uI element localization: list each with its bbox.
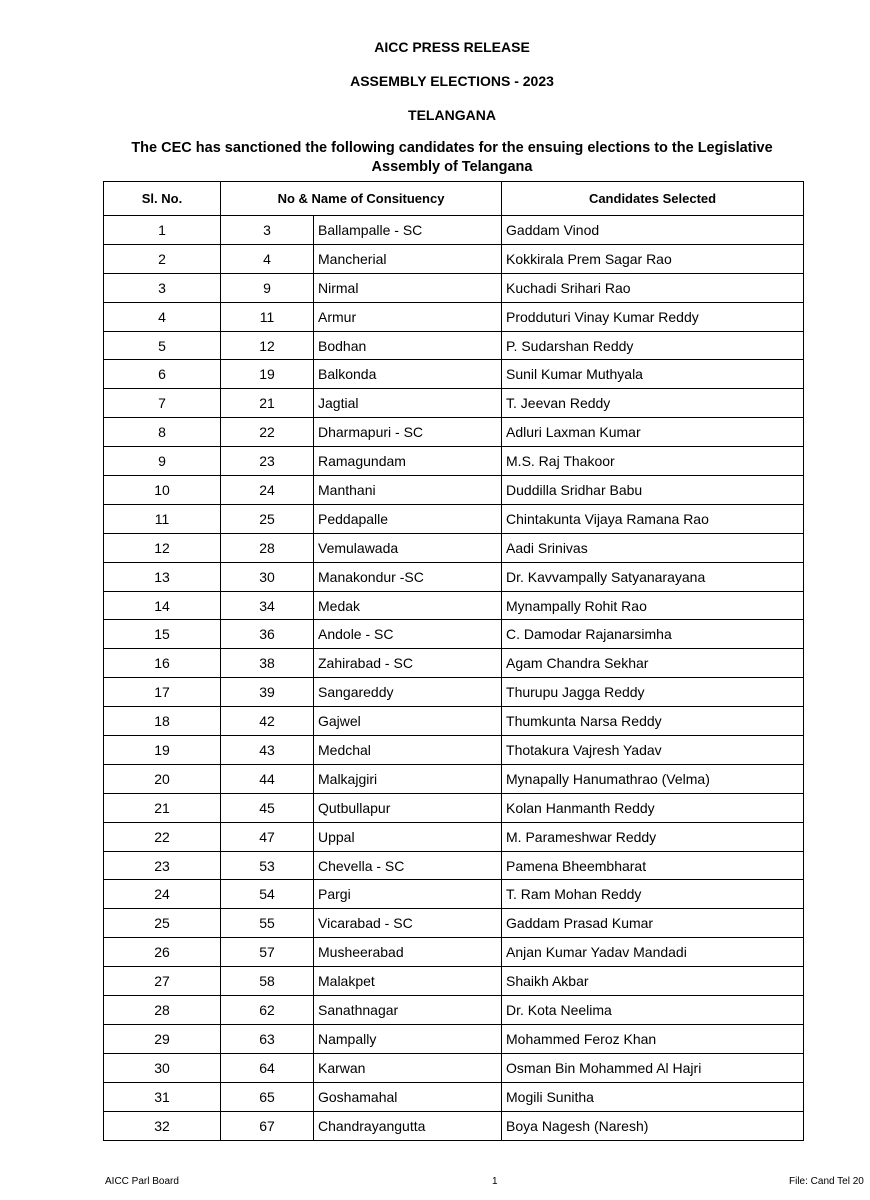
cell-constituency-no: 67 <box>221 1111 314 1140</box>
table-row <box>104 1053 804 1082</box>
cell-constituency-name: Vicarabad - SC <box>314 909 502 938</box>
cell-candidate: M.S. Raj Thakoor <box>502 447 804 476</box>
cell-constituency-no: 43 <box>221 736 314 765</box>
cell-sl-no: 17 <box>104 678 221 707</box>
cell-constituency-name: Malkajgiri <box>314 764 502 793</box>
cell-constituency-no: 34 <box>221 591 314 620</box>
cell-constituency-no: 55 <box>221 909 314 938</box>
cell-constituency-no: 21 <box>221 389 314 418</box>
table-row <box>104 562 804 591</box>
cell-constituency-name: Chandrayangutta <box>314 1111 502 1140</box>
table-row <box>104 678 804 707</box>
cell-constituency-name: Qutbullapur <box>314 793 502 822</box>
cell-sl-no: 12 <box>104 533 221 562</box>
cell-constituency-name: Andole - SC <box>314 620 502 649</box>
cell-candidate: Thumkunta Narsa Reddy <box>502 707 804 736</box>
table-row <box>104 1024 804 1053</box>
cell-constituency-name: Bodhan <box>314 331 502 360</box>
cell-candidate: Mynampally Rohit Rao <box>502 591 804 620</box>
cell-constituency-no: 38 <box>221 649 314 678</box>
table-row <box>104 620 804 649</box>
cell-sl-no: 16 <box>104 649 221 678</box>
table-row <box>104 476 804 505</box>
table-row <box>104 736 804 765</box>
cell-candidate: Kokkirala Prem Sagar Rao <box>502 244 804 273</box>
table-row <box>104 244 804 273</box>
cell-sl-no: 14 <box>104 591 221 620</box>
cell-constituency-name: Manakondur -SC <box>314 562 502 591</box>
cell-sl-no: 27 <box>104 967 221 996</box>
cell-constituency-no: 54 <box>221 880 314 909</box>
cell-constituency-name: Goshamahal <box>314 1082 502 1111</box>
cell-constituency-no: 63 <box>221 1024 314 1053</box>
cell-sl-no: 7 <box>104 389 221 418</box>
cell-candidate: Duddilla Sridhar Babu <box>502 476 804 505</box>
cell-sl-no: 15 <box>104 620 221 649</box>
table-row <box>104 764 804 793</box>
cell-constituency-name: Gajwel <box>314 707 502 736</box>
cell-constituency-name: Manthani <box>314 476 502 505</box>
table-row <box>104 360 804 389</box>
cell-candidate: Gaddam Prasad Kumar <box>502 909 804 938</box>
cell-constituency-name: Dharmapuri - SC <box>314 418 502 447</box>
page-number: 1 <box>492 1176 498 1187</box>
cell-candidate: Sunil Kumar Muthyala <box>502 360 804 389</box>
cell-sl-no: 13 <box>104 562 221 591</box>
table-row <box>104 273 804 302</box>
cell-constituency-no: 4 <box>221 244 314 273</box>
cell-candidate: Gaddam Vinod <box>502 216 804 245</box>
table-row <box>104 649 804 678</box>
header-sl-no: Sl. No. <box>104 182 221 216</box>
press-release-title: AICC PRESS RELEASE <box>374 39 530 55</box>
cell-candidate: C. Damodar Rajanarsimha <box>502 620 804 649</box>
cell-constituency-name: Chevella - SC <box>314 851 502 880</box>
cell-sl-no: 10 <box>104 476 221 505</box>
footer-file: File: Cand Tel 20 <box>789 1176 864 1187</box>
cell-sl-no: 24 <box>104 880 221 909</box>
table-row <box>104 822 804 851</box>
cell-constituency-no: 42 <box>221 707 314 736</box>
footer-left: AICC Parl Board <box>105 1176 179 1187</box>
cell-sl-no: 32 <box>104 1111 221 1140</box>
table-row <box>104 389 804 418</box>
cell-sl-no: 5 <box>104 331 221 360</box>
candidates-table <box>103 181 804 1141</box>
table-row <box>104 331 804 360</box>
table-header-row <box>104 182 804 216</box>
cell-sl-no: 20 <box>104 764 221 793</box>
cell-sl-no: 4 <box>104 302 221 331</box>
cell-candidate: Mynapally Hanumathrao (Velma) <box>502 764 804 793</box>
cell-candidate: Thotakura Vajresh Yadav <box>502 736 804 765</box>
cell-constituency-name: Karwan <box>314 1053 502 1082</box>
table-row <box>104 591 804 620</box>
cell-candidate: Dr. Kota Neelima <box>502 996 804 1025</box>
cell-constituency-no: 11 <box>221 302 314 331</box>
cell-constituency-name: Nirmal <box>314 273 502 302</box>
cell-constituency-no: 25 <box>221 504 314 533</box>
cell-candidate: M. Parameshwar Reddy <box>502 822 804 851</box>
cell-constituency-no: 36 <box>221 620 314 649</box>
cell-constituency-no: 62 <box>221 996 314 1025</box>
cell-candidate: Adluri Laxman Kumar <box>502 418 804 447</box>
cell-constituency-name: Malakpet <box>314 967 502 996</box>
table-row <box>104 909 804 938</box>
cell-constituency-name: Pargi <box>314 880 502 909</box>
header-candidate: Candidates Selected <box>502 182 804 216</box>
cell-sl-no: 31 <box>104 1082 221 1111</box>
cell-candidate: Mohammed Feroz Khan <box>502 1024 804 1053</box>
cell-candidate: Agam Chandra Sekhar <box>502 649 804 678</box>
table-row <box>104 967 804 996</box>
cell-sl-no: 11 <box>104 504 221 533</box>
cell-constituency-no: 19 <box>221 360 314 389</box>
cell-constituency-no: 30 <box>221 562 314 591</box>
cell-constituency-name: Sanathnagar <box>314 996 502 1025</box>
header-constituency: No & Name of Consituency <box>221 182 502 216</box>
table-body <box>104 216 804 1141</box>
cell-sl-no: 21 <box>104 793 221 822</box>
table-row <box>104 447 804 476</box>
cell-constituency-name: Ramagundam <box>314 447 502 476</box>
table-row <box>104 707 804 736</box>
cell-constituency-no: 45 <box>221 793 314 822</box>
cell-constituency-no: 23 <box>221 447 314 476</box>
cell-sl-no: 22 <box>104 822 221 851</box>
cell-constituency-name: Sangareddy <box>314 678 502 707</box>
cell-constituency-name: Ballampalle - SC <box>314 216 502 245</box>
table-row <box>104 938 804 967</box>
cell-constituency-name: Armur <box>314 302 502 331</box>
cell-candidate: Boya Nagesh (Naresh) <box>502 1111 804 1140</box>
cell-sl-no: 19 <box>104 736 221 765</box>
cell-sl-no: 25 <box>104 909 221 938</box>
cell-sl-no: 18 <box>104 707 221 736</box>
state-heading: TELANGANA <box>408 107 496 123</box>
table-row <box>104 851 804 880</box>
cell-sl-no: 26 <box>104 938 221 967</box>
cell-constituency-name: Uppal <box>314 822 502 851</box>
cell-constituency-name: Zahirabad - SC <box>314 649 502 678</box>
cell-candidate: T. Ram Mohan Reddy <box>502 880 804 909</box>
cell-constituency-name: Jagtial <box>314 389 502 418</box>
cell-constituency-no: 57 <box>221 938 314 967</box>
cell-sl-no: 1 <box>104 216 221 245</box>
cell-sl-no: 23 <box>104 851 221 880</box>
cell-candidate: T. Jeevan Reddy <box>502 389 804 418</box>
cell-constituency-no: 39 <box>221 678 314 707</box>
cell-candidate: Anjan Kumar Yadav Mandadi <box>502 938 804 967</box>
cell-candidate: Aadi Srinivas <box>502 533 804 562</box>
table-row <box>104 504 804 533</box>
table-row <box>104 302 804 331</box>
table-row <box>104 418 804 447</box>
cell-constituency-no: 65 <box>221 1082 314 1111</box>
cell-candidate: Pamena Bheembharat <box>502 851 804 880</box>
cell-sl-no: 2 <box>104 244 221 273</box>
cell-candidate: Mogili Sunitha <box>502 1082 804 1111</box>
cell-candidate: Shaikh Akbar <box>502 967 804 996</box>
cell-candidate: Prodduturi Vinay Kumar Reddy <box>502 302 804 331</box>
cell-constituency-no: 47 <box>221 822 314 851</box>
cell-constituency-name: Medak <box>314 591 502 620</box>
cell-constituency-no: 53 <box>221 851 314 880</box>
cell-sl-no: 3 <box>104 273 221 302</box>
cell-sl-no: 6 <box>104 360 221 389</box>
table-row <box>104 1111 804 1140</box>
cell-constituency-name: Vemulawada <box>314 533 502 562</box>
cell-constituency-no: 24 <box>221 476 314 505</box>
table-row <box>104 1082 804 1111</box>
elections-subtitle: ASSEMBLY ELECTIONS - 2023 <box>350 73 554 89</box>
table-row <box>104 996 804 1025</box>
cell-candidate: Kuchadi Srihari Rao <box>502 273 804 302</box>
cell-constituency-name: Mancherial <box>314 244 502 273</box>
cell-sl-no: 8 <box>104 418 221 447</box>
cell-constituency-no: 12 <box>221 331 314 360</box>
cell-candidate: Dr. Kavvampally Satyanarayana <box>502 562 804 591</box>
cell-constituency-name: Medchal <box>314 736 502 765</box>
cell-sl-no: 28 <box>104 996 221 1025</box>
cell-constituency-name: Balkonda <box>314 360 502 389</box>
cell-constituency-no: 44 <box>221 764 314 793</box>
cell-candidate: Kolan Hanmanth Reddy <box>502 793 804 822</box>
intro-statement: The CEC has sanctioned the following candidates for the ensuing elections to the Legislative Assembly of Telangana <box>131 140 773 175</box>
cell-candidate: Thurupu Jagga Reddy <box>502 678 804 707</box>
cell-constituency-name: Nampally <box>314 1024 502 1053</box>
cell-constituency-no: 9 <box>221 273 314 302</box>
cell-constituency-no: 64 <box>221 1053 314 1082</box>
cell-constituency-no: 58 <box>221 967 314 996</box>
cell-candidate: Osman Bin Mohammed Al Hajri <box>502 1053 804 1082</box>
cell-candidate: P. Sudarshan Reddy <box>502 331 804 360</box>
cell-constituency-no: 22 <box>221 418 314 447</box>
cell-candidate: Chintakunta Vijaya Ramana Rao <box>502 504 804 533</box>
cell-sl-no: 30 <box>104 1053 221 1082</box>
cell-constituency-name: Peddapalle <box>314 504 502 533</box>
cell-constituency-no: 28 <box>221 533 314 562</box>
table-row <box>104 533 804 562</box>
cell-constituency-name: Musheerabad <box>314 938 502 967</box>
cell-constituency-no: 3 <box>221 216 314 245</box>
table-row <box>104 793 804 822</box>
cell-sl-no: 9 <box>104 447 221 476</box>
cell-sl-no: 29 <box>104 1024 221 1053</box>
table-row <box>104 216 804 245</box>
table-row <box>104 880 804 909</box>
